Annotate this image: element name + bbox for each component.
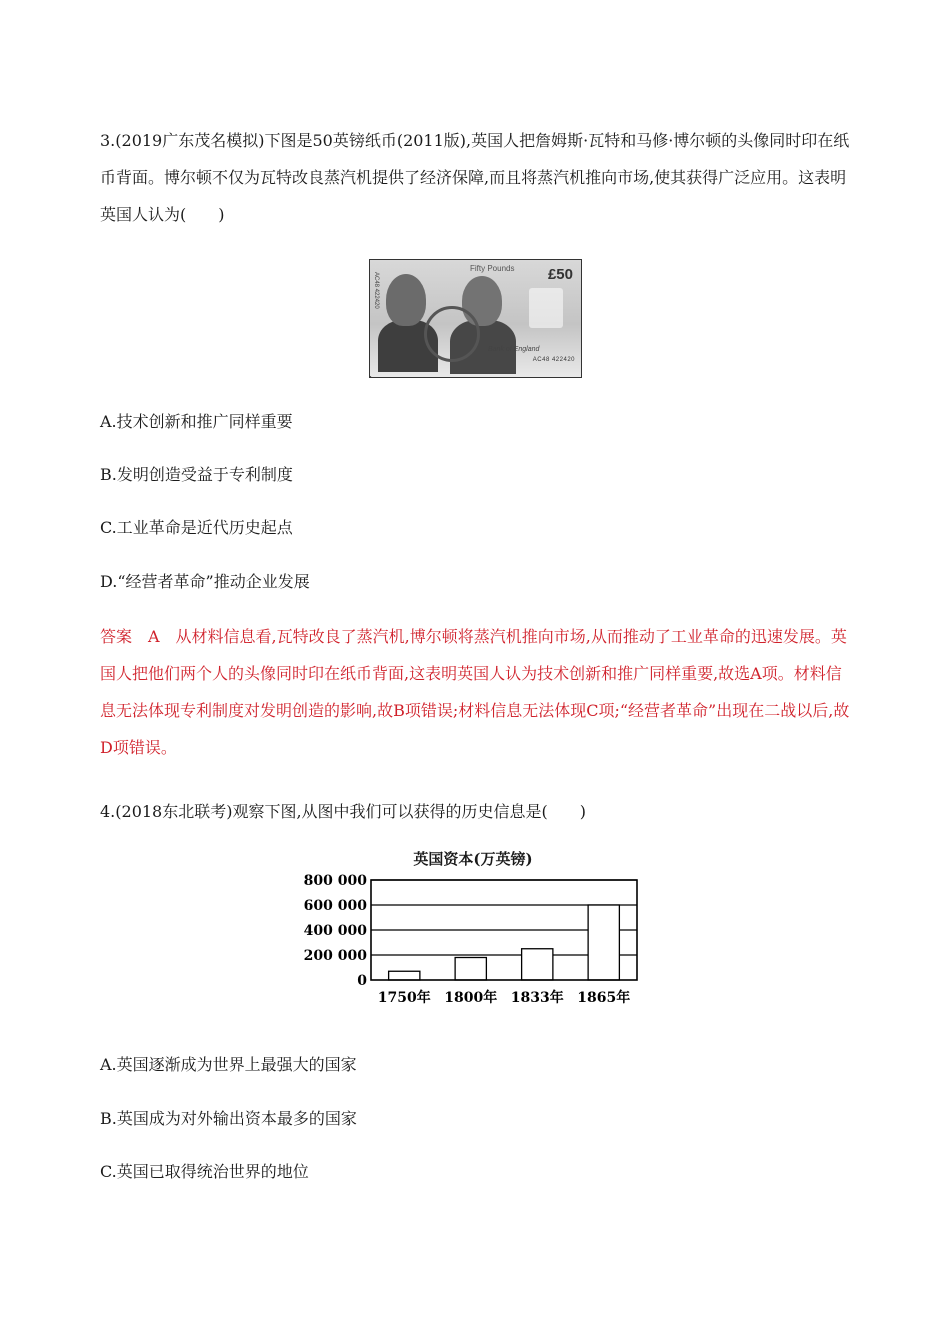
bar-1750年 (389, 971, 420, 980)
y-tick-label-0: 0 (357, 973, 367, 989)
boulton-portrait (386, 274, 426, 326)
question-3-stem: 3.(2019广东茂名模拟)下图是50英镑纸币(2011版),英国人把詹姆斯·瓦特和马修·博尔顿的头像同时印在纸币背面。博尔顿不仅为瓦特改良蒸汽机提供了经济保障,而且将蒸汽机推向市场,使其获得广泛应用。这表明英国人认为( ) (100, 131, 850, 224)
banknote-serial: AC48 422420 (532, 357, 575, 363)
banknote-image (369, 259, 582, 378)
question-4-option-a: A.英国逐渐成为世界上最强大的国家 (100, 1055, 357, 1074)
y-tick-label-1: 200 000 (303, 948, 367, 964)
y-tick-label-3: 600 000 (303, 898, 367, 914)
banknote-fifty-pounds-text: Fifty Pounds (470, 264, 515, 273)
bar-1833年 (522, 949, 553, 980)
x-tick-label-0: 1750年 (377, 990, 431, 1006)
question-3-answer-explanation: 答案 A 从材料信息看,瓦特改良了蒸汽机,博尔顿将蒸汽机推向市场,从而推动了工业革命的迅速发展。英国人把他们两个人的头像同时印在纸币背面,这表明英国人认为技术创新和推广同样重要,故选A项。材料信息无法体现专利制度对发明创造的影响,故B项错误;材料信息无法体现C项;“经营者革命”出现在二战以后,故D项错误。 (100, 627, 850, 757)
x-tick-label-1: 1800年 (444, 990, 498, 1006)
question-4-stem: 4.(2018东北联考)观察下图,从图中我们可以获得的历史信息是( ) (100, 802, 587, 821)
bar-1865年 (588, 905, 619, 980)
steam-engine-wheel (424, 306, 480, 362)
question-3-option-d: D.“经营者革命”推动企业发展 (100, 572, 310, 591)
x-tick-label-3: 1865年 (577, 990, 631, 1006)
y-tick-label-4: 800 000 (303, 873, 367, 889)
banknote-bank-name: Bank of England (488, 346, 540, 353)
capital-bar-chart (298, 848, 648, 1018)
x-tick-label-2: 1833年 (510, 990, 564, 1006)
y-tick-label-2: 400 000 (303, 923, 367, 939)
question-4-option-c: C.英国已取得统治世界的地位 (100, 1162, 309, 1181)
banknote-fold-mark (369, 373, 387, 378)
question-3-option-c: C.工业革命是近代历史起点 (100, 518, 293, 537)
bar-1800年 (455, 958, 486, 981)
question-4-option-b: B.英国成为对外输出资本最多的国家 (100, 1109, 357, 1128)
question-3-option-a: A.技术创新和推广同样重要 (100, 412, 293, 431)
chart-plot (298, 848, 648, 1018)
banknote-serial-vertical: AC48 422420 (373, 272, 379, 309)
banknote-hologram (529, 288, 563, 328)
banknote-denomination: £50 (547, 266, 573, 283)
question-3-option-b: B.发明创造受益于专利制度 (100, 465, 293, 484)
chart-title: 英国资本(万英镑) (413, 850, 533, 868)
